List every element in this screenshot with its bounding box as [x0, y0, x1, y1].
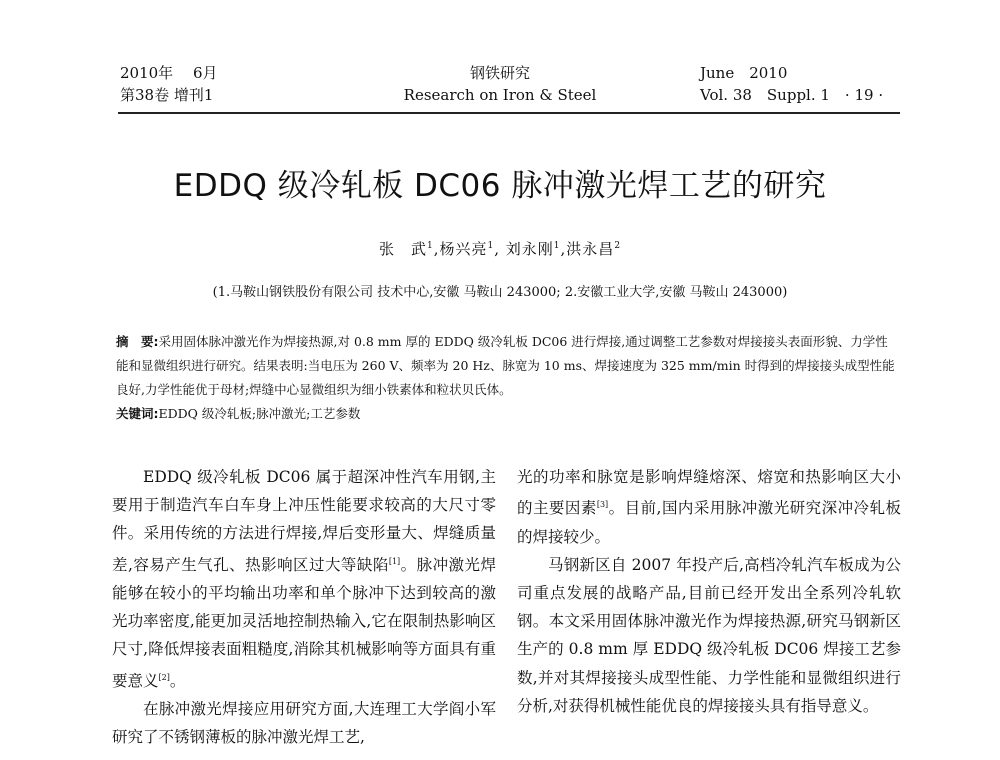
citation-ref: [3] [596, 500, 609, 510]
body-paragraph [112, 463, 496, 695]
author-list: 张 武$^1$,杨兴亮$^1$, 刘永刚$^1$,洪永昌$^2$ [378, 240, 622, 258]
author-name: 刘永刚 [505, 240, 554, 258]
author-affil-mark: 2 [614, 241, 622, 251]
paragraph-text: 。 [169, 671, 186, 690]
paragraph-text: 。脉冲激光焊能够在较小的平均输出功率和单个脉冲下达到较高的激光功率密度,能更加灵活地控制热输入,它在限制热影响区尺寸,降低焊接表面粗糙度,消除其机械影响等方面具有重要意义 [112, 555, 496, 690]
citation-ref: [2] [158, 672, 170, 682]
author-name: 杨兴亮 [439, 240, 488, 258]
abstract [116, 330, 900, 402]
journal-issue-info-en [700, 62, 883, 106]
keywords-label: 关键词: [116, 406, 159, 421]
body-column-right [517, 463, 901, 720]
author-name: 张 武 [378, 240, 427, 258]
volume-page-en: Vol. 38 Suppl. 1 · 19 · [700, 86, 884, 104]
author-affil-mark: 1 [426, 241, 434, 251]
issue-date: 2010年 6月 [120, 64, 218, 82]
abstract-text: 采用固体脉冲激光作为焊接热源,对 0.8 mm 厚的 EDDQ 级冷轧板 DC06 进行焊接,通过调整工艺参数对焊接接头表面形貌、力学性能和显微组织进行研究。结果表明:当电压为 260 V、频率为 20 Hz、脉宽为 10 ms、焊接速度为 325 mm/min 时得到的焊接接头成型性能良好,力学性能优于母材;焊缝中心显微组织为细小铁素体和粒状贝氏体。 [116, 334, 895, 397]
citation-ref: [1] [388, 556, 401, 566]
body-paragraph [517, 463, 901, 551]
volume-issue: 第38卷 增刊1 [120, 86, 214, 104]
paragraph-text: 。目前,国内采用脉冲激光研究深冲冷轧板的焊接较少。 [517, 499, 901, 546]
journal-name-en: Research on Iron & Steel [403, 86, 597, 104]
body-column-left [112, 463, 496, 751]
author-name: 洪永昌 [566, 240, 615, 258]
journal-name-cn: 钢铁研究 [469, 64, 530, 82]
issue-date-en: June 2010 [700, 64, 788, 82]
body-paragraph: 在脉冲激光焊接应用研究方面,大连理工大学阎小军研究了不锈钢薄板的脉冲激光焊工艺, [112, 699, 496, 747]
affiliations: (1.马鞍山钢铁股份有限公司 技术中心,安徽 马鞍山 243000; 2.安徽工业大学,安徽 马鞍山 243000) [212, 285, 788, 300]
keywords [116, 402, 900, 426]
paragraph-text: EDDQ 级冷轧板 DC06 属于超深冲性汽车用钢,主要用于制造汽车白车身上冲压性能要求较高的大尺寸零件。采用传统的方法进行焊接,焊后变形量大、焊缝质量差,容易产生气孔、热影响区过大等缺陷 [112, 468, 496, 574]
paper-title: EDDQ 级冷轧板 DC06 脉冲激光焊工艺的研究 [173, 168, 827, 204]
paragraph-text: 光的功率和脉宽是影响焊缝熔深、熔宽和热影响区大小的主要因素 [517, 468, 901, 518]
header-rule [118, 112, 900, 114]
keywords-text: EDDQ 级冷轧板;脉冲激光;工艺参数 [158, 406, 361, 421]
body-paragraph: 马钢新区自 2007 年投产后,高档冷轧汽车板成为公司重点发展的战略产品,目前已经开发出全系列冷轧软钢。本文采用固体脉冲激光作为焊接热源,研究马钢新区生产的 0.8 mm 厚 EDDQ 级冷轧板 DC06 焊接工艺参数,并对其焊接接头成型性能、力学性能和显微组织进行分析,对获得机械性能优良的焊接接头具有指导意义。 [517, 555, 901, 715]
abstract-label: 摘 要: [116, 334, 159, 349]
author-affil-mark: 1 [487, 241, 495, 251]
author-affil-mark: 1 [553, 241, 561, 251]
